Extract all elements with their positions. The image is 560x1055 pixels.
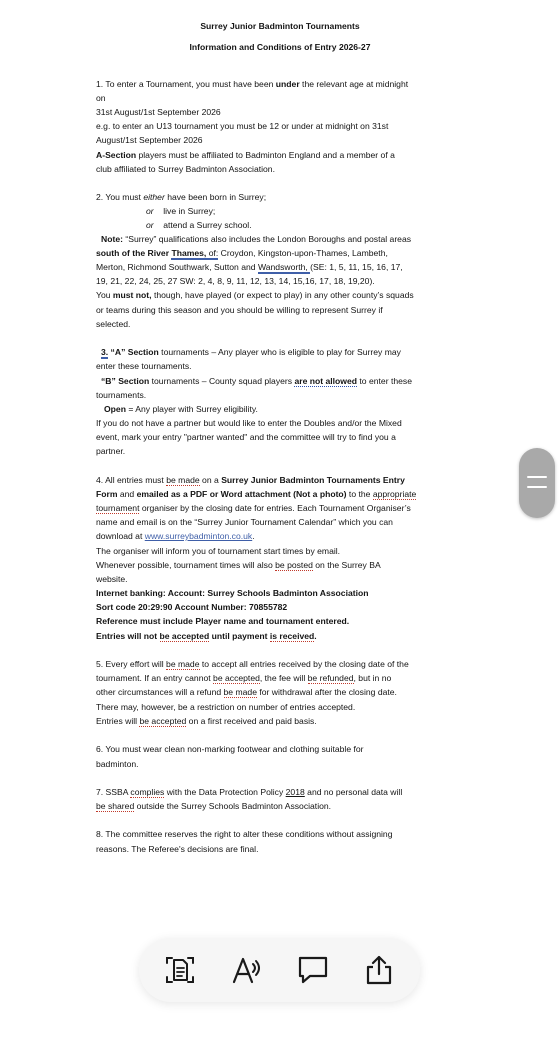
s3-line-5: Open = Any player with Surrey eligibility. [104,404,258,414]
s4-line-8: website. [96,574,128,584]
comment-button[interactable] [295,952,331,988]
s4-line-11: Reference must include Player name and tournament entered. [96,616,350,626]
s4-line-2: Form and emailed as a PDF or Word attachment (Not a photo) to the appropriate [96,489,417,499]
bottom-toolbar [139,938,420,1002]
scroll-grip-line [527,476,547,478]
s6-line-1: 6. You must wear clean non-marking footwear and clothing suitable for [96,744,364,754]
s4-line-3: tournament organiser by the closing date for entries. Each Tournament Organiser’s [96,503,411,513]
s5-line-2: tournament. If an entry cannot be accepted, the fee will be refunded, but in no [96,673,392,683]
s2-line-9: or teams during this season and you should be willing to represent Surrey if [96,305,383,315]
s3-line-6: If you do not have a partner but would like to enter the Doubles and/or the Mixed [96,418,402,428]
s2-line-6: Merton, Richmond Southwark, Sutton and Wandsworth, (SE: 1, 5, 11, 15, 16, 17, [96,262,403,272]
s2-line-5: south of the River Thames, of: Croydon, Kingston-upon-Thames, Lambeth, [96,248,388,258]
s1-line-3: 31st August/1st September 2026 [96,107,221,117]
s1-line-1: 1. To enter a Tournament, you must have been under the relevant age at midnight [96,79,409,89]
s4-line-1: 4. All entries must be made on a Surrey Junior Badminton Tournaments Entry [96,475,405,485]
s2-line-2: or live in Surrey; [146,206,216,216]
s3-line-7: event, mark your entry "partner wanted" and the committee will try to find you a [96,432,396,442]
s1-line-6: A-Section players must be affiliated to Badminton England and a member of a [96,150,395,160]
s5-line-3: other circumstances will a refund be made for withdrawal after the closing date. [96,687,397,697]
s3-line-4: tournaments. [96,390,147,400]
s3-line-8: partner. [96,446,126,456]
s8-line-1: 8. The committee reserves the right to alter these conditions without assigning [96,829,393,839]
share-icon [363,954,395,986]
s2-line-8: You must not, though, have played (or expect to play) in any other county’s squads [96,290,414,300]
s1-line-5: August/1st September 2026 [96,135,203,145]
s2-line-3: or attend a Surrey school. [146,220,252,230]
s1-line-7: club affiliated to Surrey Badminton Association. [96,164,275,174]
comment-icon [296,954,330,986]
s4-line-7: Whenever possible, tournament times will also be posted on the Surrey BA [96,560,381,570]
s5-line-5: Entries will be accepted on a first received and paid basis. [96,716,317,726]
s6-line-2: badminton. [96,759,139,769]
s4-line-5: download at www.surreybadminton.co.uk. [96,531,255,541]
s4-line-9: Internet banking: Account: Surrey Schools Badminton Association [96,588,369,598]
s4-line-10: Sort code 20:29:90 Account Number: 70855782 [96,602,288,612]
s2-line-1: 2. You must either have been born in Surrey; [96,192,267,202]
s2-line-4: Note: “Surrey” qualifications also includes the London Boroughs and postal areas [101,234,412,244]
s4-line-12: Entries will not be accepted until payment is received. [96,631,317,641]
scan-text-icon [164,954,196,986]
s4-line-4: name and email is on the “Surrey Junior Tournament Calendar” which you can [96,517,393,527]
scroll-handle[interactable] [519,448,555,518]
read-aloud-button[interactable] [229,952,265,988]
s3-line-1: 3. “A” Section tournaments – Any player who is eligible to play for Surrey may [101,347,401,357]
s3-line-2: enter these tournaments. [96,361,192,371]
surrey-badminton-link[interactable]: www.surreybadminton.co.uk [144,531,253,541]
scan-text-button[interactable] [162,952,198,988]
document-title: Surrey Junior Badminton Tournaments [200,21,360,31]
s5-line-1: 5. Every effort will be made to accept all entries received by the closing date of the [96,659,409,669]
s5-line-4: There may, however, be a restriction on number of entries accepted. [96,702,356,712]
share-button[interactable] [361,952,397,988]
s2-line-10: selected. [96,319,131,329]
read-aloud-icon [230,954,264,986]
s8-line-2: reasons. The Referee's decisions are final. [96,844,259,854]
s1-line-2: on [96,93,106,103]
document-subtitle: Information and Conditions of Entry 2026-27 [189,42,371,52]
s3-line-3: “B” Section tournaments – County squad players are not allowed to enter these [101,376,412,386]
s7-line-2: be shared outside the Surrey Schools Badminton Association. [96,801,332,811]
s2-line-7: 19, 21, 22, 24, 25, 27 SW: 2, 4, 8, 9, 11, 12, 13, 14, 15,16, 17, 18, 19,20). [96,276,375,286]
scroll-grip-line [527,486,547,488]
s1-line-4: e.g. to enter an U13 tournament you must be 12 or under at midnight on 31st [96,121,389,131]
s4-line-6: The organiser will inform you of tournament start times by email. [96,546,341,556]
s7-line-1: 7. SSBA complies with the Data Protection Policy 2018 and no personal data will [96,787,403,797]
